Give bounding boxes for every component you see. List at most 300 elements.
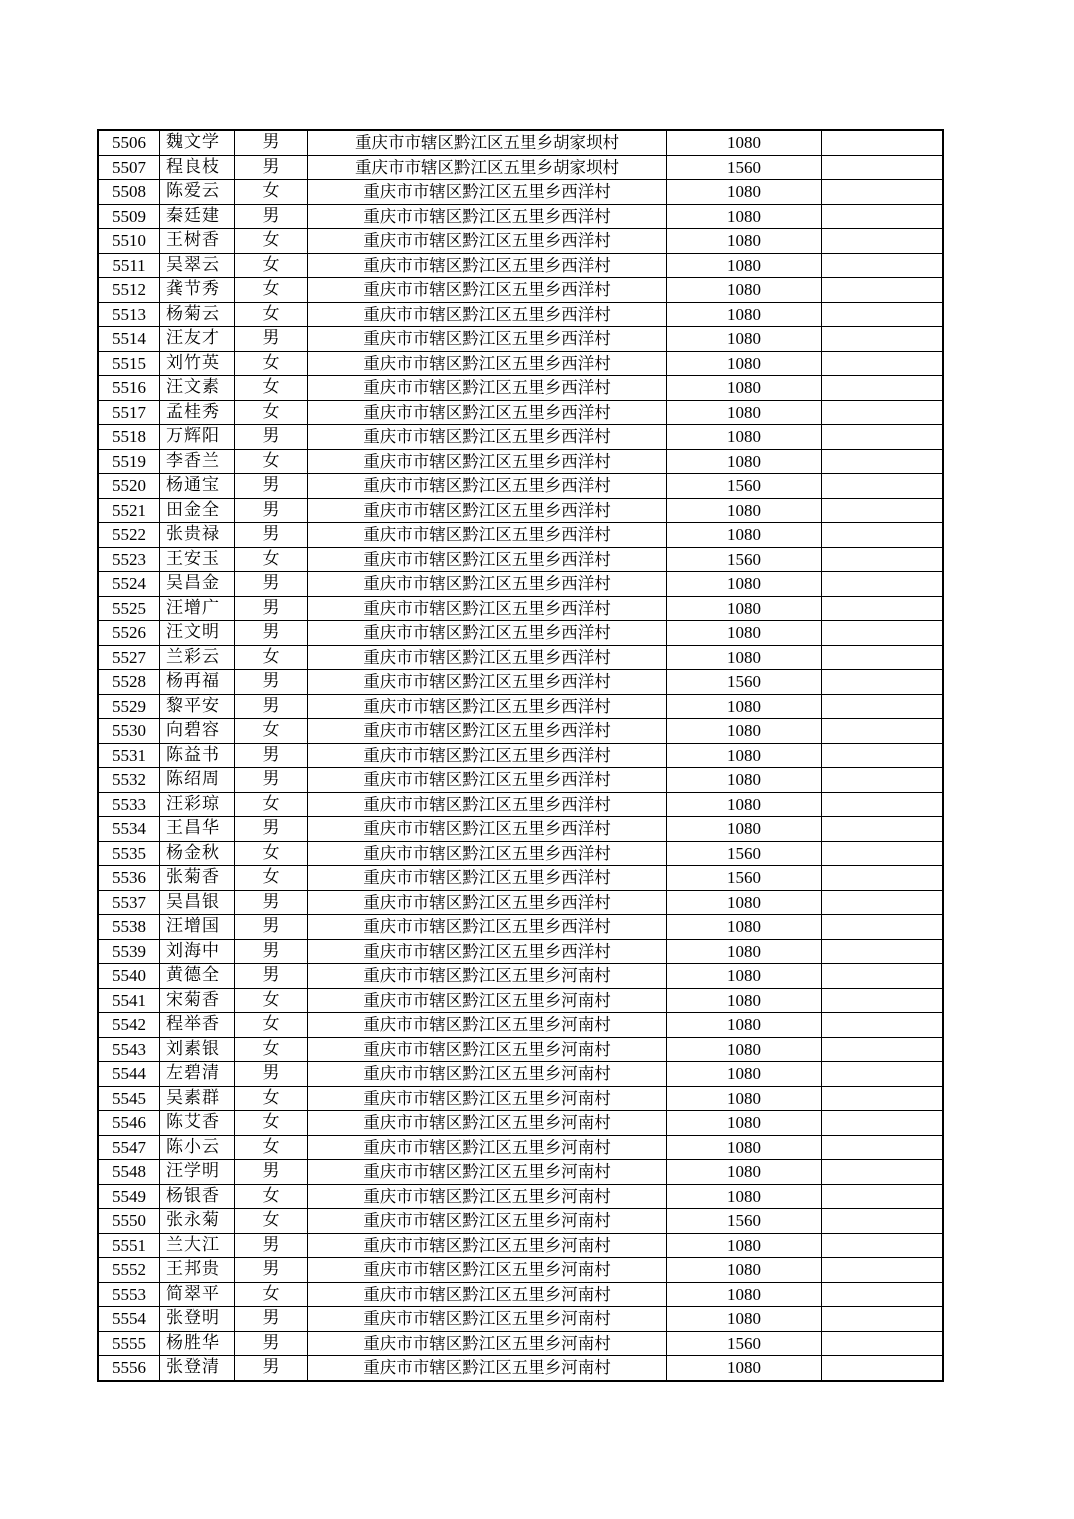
name-cell: 陈益书 — [160, 743, 235, 768]
amount-cell: 1080 — [667, 253, 822, 278]
table-row — [98, 523, 943, 548]
row-number-cell: 5538 — [98, 915, 160, 940]
table-row — [98, 1135, 943, 1160]
table-row — [98, 180, 943, 205]
row-number-cell: 5521 — [98, 498, 160, 523]
gender-cell: 男 — [235, 694, 308, 719]
address-cell: 重庆市市辖区黔江区五里乡西洋村 — [308, 817, 667, 842]
name-cell: 秦廷建 — [160, 204, 235, 229]
row-number-cell: 5552 — [98, 1258, 160, 1283]
amount-cell: 1080 — [667, 719, 822, 744]
gender-cell: 男 — [235, 498, 308, 523]
note-cell — [822, 572, 944, 597]
address-cell: 重庆市市辖区黔江区五里乡西洋村 — [308, 351, 667, 376]
row-number-cell: 5535 — [98, 841, 160, 866]
gender-cell: 女 — [235, 1013, 308, 1038]
amount-cell: 1080 — [667, 351, 822, 376]
name-cell: 张登清 — [160, 1356, 235, 1381]
note-cell — [822, 400, 944, 425]
gender-cell: 女 — [235, 180, 308, 205]
table-row — [98, 670, 943, 695]
name-cell: 陈小云 — [160, 1135, 235, 1160]
amount-cell: 1560 — [667, 547, 822, 572]
name-cell: 杨金秋 — [160, 841, 235, 866]
amount-cell: 1080 — [667, 449, 822, 474]
row-number-cell: 5548 — [98, 1160, 160, 1185]
gender-cell: 男 — [235, 155, 308, 180]
gender-cell: 男 — [235, 890, 308, 915]
address-cell: 重庆市市辖区黔江区五里乡西洋村 — [308, 719, 667, 744]
table-row — [98, 400, 943, 425]
row-number-cell: 5516 — [98, 376, 160, 401]
table-row — [98, 694, 943, 719]
name-cell: 左碧清 — [160, 1062, 235, 1087]
amount-cell: 1560 — [667, 1209, 822, 1234]
amount-cell: 1560 — [667, 866, 822, 891]
gender-cell: 女 — [235, 253, 308, 278]
table-row — [98, 1282, 943, 1307]
table-row — [98, 155, 943, 180]
gender-cell: 女 — [235, 278, 308, 303]
name-cell: 陈爱云 — [160, 180, 235, 205]
name-cell: 刘竹英 — [160, 351, 235, 376]
row-number-cell: 5525 — [98, 596, 160, 621]
row-number-cell: 5550 — [98, 1209, 160, 1234]
amount-cell: 1080 — [667, 1258, 822, 1283]
address-cell: 重庆市市辖区黔江区五里乡西洋村 — [308, 302, 667, 327]
address-cell: 重庆市市辖区黔江区五里乡河南村 — [308, 1160, 667, 1185]
address-cell: 重庆市市辖区黔江区五里乡河南村 — [308, 1062, 667, 1087]
address-cell: 重庆市市辖区黔江区五里乡河南村 — [308, 988, 667, 1013]
note-cell — [822, 302, 944, 327]
gender-cell: 男 — [235, 621, 308, 646]
amount-cell: 1080 — [667, 376, 822, 401]
gender-cell: 男 — [235, 964, 308, 989]
name-cell: 王邦贵 — [160, 1258, 235, 1283]
address-cell: 重庆市市辖区黔江区五里乡河南村 — [308, 1135, 667, 1160]
row-number-cell: 5544 — [98, 1062, 160, 1087]
gender-cell: 女 — [235, 1086, 308, 1111]
gender-cell: 男 — [235, 743, 308, 768]
amount-cell: 1080 — [667, 1233, 822, 1258]
note-cell — [822, 1111, 944, 1136]
row-number-cell: 5524 — [98, 572, 160, 597]
name-cell: 汪文明 — [160, 621, 235, 646]
row-number-cell: 5531 — [98, 743, 160, 768]
gender-cell: 男 — [235, 670, 308, 695]
row-number-cell: 5512 — [98, 278, 160, 303]
amount-cell: 1080 — [667, 180, 822, 205]
table-row — [98, 425, 943, 450]
note-cell — [822, 1258, 944, 1283]
table-row — [98, 988, 943, 1013]
amount-cell: 1080 — [667, 229, 822, 254]
table-row — [98, 572, 943, 597]
table-row — [98, 1356, 943, 1381]
name-cell: 吴昌银 — [160, 890, 235, 915]
gender-cell: 女 — [235, 547, 308, 572]
address-cell: 重庆市市辖区黔江区五里乡西洋村 — [308, 498, 667, 523]
gender-cell: 女 — [235, 1135, 308, 1160]
address-cell: 重庆市市辖区黔江区五里乡西洋村 — [308, 253, 667, 278]
table-row — [98, 1307, 943, 1332]
table-row — [98, 1111, 943, 1136]
name-cell: 黄德全 — [160, 964, 235, 989]
table-row — [98, 645, 943, 670]
table-row — [98, 547, 943, 572]
note-cell — [822, 645, 944, 670]
address-cell: 重庆市市辖区黔江区五里乡河南村 — [308, 1307, 667, 1332]
note-cell — [822, 130, 944, 155]
address-cell: 重庆市市辖区黔江区五里乡西洋村 — [308, 425, 667, 450]
amount-cell: 1560 — [667, 670, 822, 695]
note-cell — [822, 523, 944, 548]
row-number-cell: 5511 — [98, 253, 160, 278]
name-cell: 张永菊 — [160, 1209, 235, 1234]
note-cell — [822, 1062, 944, 1087]
gender-cell: 男 — [235, 572, 308, 597]
gender-cell: 女 — [235, 1282, 308, 1307]
name-cell: 刘素银 — [160, 1037, 235, 1062]
table-row — [98, 449, 943, 474]
table-row — [98, 351, 943, 376]
gender-cell: 女 — [235, 719, 308, 744]
row-number-cell: 5536 — [98, 866, 160, 891]
note-cell — [822, 1209, 944, 1234]
table-row — [98, 130, 943, 155]
note-cell — [822, 1307, 944, 1332]
table-row — [98, 890, 943, 915]
name-cell: 李香兰 — [160, 449, 235, 474]
row-number-cell: 5522 — [98, 523, 160, 548]
name-cell: 汪学明 — [160, 1160, 235, 1185]
note-cell — [822, 866, 944, 891]
amount-cell: 1080 — [667, 400, 822, 425]
name-cell: 汪增广 — [160, 596, 235, 621]
note-cell — [822, 988, 944, 1013]
address-cell: 重庆市市辖区黔江区五里乡胡家坝村 — [308, 130, 667, 155]
amount-cell: 1080 — [667, 1135, 822, 1160]
row-number-cell: 5553 — [98, 1282, 160, 1307]
table-row — [98, 866, 943, 891]
address-cell: 重庆市市辖区黔江区五里乡西洋村 — [308, 523, 667, 548]
note-cell — [822, 743, 944, 768]
amount-cell: 1560 — [667, 1331, 822, 1356]
note-cell — [822, 327, 944, 352]
row-number-cell: 5546 — [98, 1111, 160, 1136]
name-cell: 张登明 — [160, 1307, 235, 1332]
gender-cell: 男 — [235, 425, 308, 450]
name-cell: 程举香 — [160, 1013, 235, 1038]
address-cell: 重庆市市辖区黔江区五里乡西洋村 — [308, 694, 667, 719]
row-number-cell: 5526 — [98, 621, 160, 646]
gender-cell: 男 — [235, 768, 308, 793]
amount-cell: 1560 — [667, 841, 822, 866]
address-cell: 重庆市市辖区黔江区五里乡西洋村 — [308, 670, 667, 695]
table-row — [98, 719, 943, 744]
amount-cell: 1080 — [667, 572, 822, 597]
table-row — [98, 596, 943, 621]
row-number-cell: 5529 — [98, 694, 160, 719]
address-cell: 重庆市市辖区黔江区五里乡西洋村 — [308, 229, 667, 254]
note-cell — [822, 351, 944, 376]
note-cell — [822, 596, 944, 621]
address-cell: 重庆市市辖区黔江区五里乡西洋村 — [308, 645, 667, 670]
note-cell — [822, 1160, 944, 1185]
table-row — [98, 1013, 943, 1038]
address-cell: 重庆市市辖区黔江区五里乡河南村 — [308, 1086, 667, 1111]
amount-cell: 1080 — [667, 1356, 822, 1381]
gender-cell: 女 — [235, 1184, 308, 1209]
row-number-cell: 5530 — [98, 719, 160, 744]
row-number-cell: 5554 — [98, 1307, 160, 1332]
row-number-cell: 5515 — [98, 351, 160, 376]
note-cell — [822, 1013, 944, 1038]
note-cell — [822, 474, 944, 499]
note-cell — [822, 964, 944, 989]
table-row — [98, 1086, 943, 1111]
note-cell — [822, 253, 944, 278]
note-cell — [822, 1037, 944, 1062]
address-cell: 重庆市市辖区黔江区五里乡河南村 — [308, 1013, 667, 1038]
address-cell: 重庆市市辖区黔江区五里乡西洋村 — [308, 449, 667, 474]
note-cell — [822, 1086, 944, 1111]
gender-cell: 女 — [235, 376, 308, 401]
note-cell — [822, 939, 944, 964]
amount-cell: 1080 — [667, 915, 822, 940]
address-cell: 重庆市市辖区黔江区五里乡西洋村 — [308, 939, 667, 964]
name-cell: 兰彩云 — [160, 645, 235, 670]
row-number-cell: 5517 — [98, 400, 160, 425]
address-cell: 重庆市市辖区黔江区五里乡河南村 — [308, 1037, 667, 1062]
name-cell: 孟桂秀 — [160, 400, 235, 425]
gender-cell: 女 — [235, 229, 308, 254]
address-cell: 重庆市市辖区黔江区五里乡西洋村 — [308, 278, 667, 303]
table-row — [98, 327, 943, 352]
amount-cell: 1080 — [667, 817, 822, 842]
amount-cell: 1080 — [667, 1062, 822, 1087]
gender-cell: 女 — [235, 449, 308, 474]
gender-cell: 男 — [235, 1258, 308, 1283]
row-number-cell: 5508 — [98, 180, 160, 205]
amount-cell: 1080 — [667, 645, 822, 670]
note-cell — [822, 1282, 944, 1307]
table-row — [98, 621, 943, 646]
row-number-cell: 5523 — [98, 547, 160, 572]
row-number-cell: 5547 — [98, 1135, 160, 1160]
name-cell: 陈绍周 — [160, 768, 235, 793]
amount-cell: 1080 — [667, 964, 822, 989]
amount-cell: 1080 — [667, 1086, 822, 1111]
table-row — [98, 278, 943, 303]
amount-cell: 1080 — [667, 425, 822, 450]
note-cell — [822, 792, 944, 817]
row-number-cell: 5507 — [98, 155, 160, 180]
row-number-cell: 5514 — [98, 327, 160, 352]
row-number-cell: 5510 — [98, 229, 160, 254]
row-number-cell: 5545 — [98, 1086, 160, 1111]
note-cell — [822, 229, 944, 254]
row-number-cell: 5556 — [98, 1356, 160, 1381]
row-number-cell: 5532 — [98, 768, 160, 793]
table-row — [98, 474, 943, 499]
name-cell: 刘海中 — [160, 939, 235, 964]
address-cell: 重庆市市辖区黔江区五里乡西洋村 — [308, 866, 667, 891]
name-cell: 杨胜华 — [160, 1331, 235, 1356]
table-row — [98, 1160, 943, 1185]
name-cell: 杨再福 — [160, 670, 235, 695]
note-cell — [822, 498, 944, 523]
address-cell: 重庆市市辖区黔江区五里乡西洋村 — [308, 792, 667, 817]
gender-cell: 男 — [235, 915, 308, 940]
address-cell: 重庆市市辖区黔江区五里乡河南村 — [308, 964, 667, 989]
address-cell: 重庆市市辖区黔江区五里乡河南村 — [308, 1282, 667, 1307]
amount-cell: 1080 — [667, 1111, 822, 1136]
note-cell — [822, 449, 944, 474]
note-cell — [822, 376, 944, 401]
address-cell: 重庆市市辖区黔江区五里乡西洋村 — [308, 915, 667, 940]
amount-cell: 1080 — [667, 1307, 822, 1332]
amount-cell: 1080 — [667, 792, 822, 817]
gender-cell: 女 — [235, 351, 308, 376]
amount-cell: 1080 — [667, 278, 822, 303]
note-cell — [822, 155, 944, 180]
note-cell — [822, 425, 944, 450]
row-number-cell: 5534 — [98, 817, 160, 842]
note-cell — [822, 1331, 944, 1356]
address-cell: 重庆市市辖区黔江区五里乡西洋村 — [308, 890, 667, 915]
row-number-cell: 5551 — [98, 1233, 160, 1258]
note-cell — [822, 1356, 944, 1381]
address-cell: 重庆市市辖区黔江区五里乡西洋村 — [308, 327, 667, 352]
name-cell: 杨通宝 — [160, 474, 235, 499]
table-row — [98, 817, 943, 842]
name-cell: 汪文素 — [160, 376, 235, 401]
row-number-cell: 5519 — [98, 449, 160, 474]
note-cell — [822, 694, 944, 719]
note-cell — [822, 841, 944, 866]
name-cell: 吴翠云 — [160, 253, 235, 278]
name-cell: 汪友才 — [160, 327, 235, 352]
gender-cell: 女 — [235, 400, 308, 425]
table-row — [98, 768, 943, 793]
row-number-cell: 5518 — [98, 425, 160, 450]
address-cell: 重庆市市辖区黔江区五里乡西洋村 — [308, 596, 667, 621]
gender-cell: 男 — [235, 1331, 308, 1356]
note-cell — [822, 915, 944, 940]
note-cell — [822, 1233, 944, 1258]
amount-cell: 1080 — [667, 890, 822, 915]
address-cell: 重庆市市辖区黔江区五里乡西洋村 — [308, 621, 667, 646]
note-cell — [822, 817, 944, 842]
row-number-cell: 5513 — [98, 302, 160, 327]
row-number-cell: 5539 — [98, 939, 160, 964]
note-cell — [822, 547, 944, 572]
gender-cell: 女 — [235, 792, 308, 817]
name-cell: 汪增国 — [160, 915, 235, 940]
gender-cell: 女 — [235, 1209, 308, 1234]
address-cell: 重庆市市辖区黔江区五里乡河南村 — [308, 1258, 667, 1283]
table-row — [98, 1037, 943, 1062]
amount-cell: 1080 — [667, 743, 822, 768]
name-cell: 万辉阳 — [160, 425, 235, 450]
note-cell — [822, 204, 944, 229]
address-cell: 重庆市市辖区黔江区五里乡河南村 — [308, 1356, 667, 1381]
gender-cell: 男 — [235, 523, 308, 548]
amount-cell: 1080 — [667, 1160, 822, 1185]
gender-cell: 男 — [235, 1233, 308, 1258]
row-number-cell: 5509 — [98, 204, 160, 229]
amount-cell: 1080 — [667, 204, 822, 229]
amount-cell: 1080 — [667, 1037, 822, 1062]
amount-cell: 1080 — [667, 523, 822, 548]
address-cell: 重庆市市辖区黔江区五里乡河南村 — [308, 1233, 667, 1258]
name-cell: 向碧容 — [160, 719, 235, 744]
table-row — [98, 229, 943, 254]
gender-cell: 男 — [235, 130, 308, 155]
gender-cell: 男 — [235, 596, 308, 621]
row-number-cell: 5520 — [98, 474, 160, 499]
gender-cell: 女 — [235, 1037, 308, 1062]
gender-cell: 男 — [235, 939, 308, 964]
row-number-cell: 5540 — [98, 964, 160, 989]
name-cell: 田金全 — [160, 498, 235, 523]
amount-cell: 1080 — [667, 621, 822, 646]
amount-cell: 1560 — [667, 155, 822, 180]
name-cell: 吴素群 — [160, 1086, 235, 1111]
note-cell — [822, 621, 944, 646]
address-cell: 重庆市市辖区黔江区五里乡西洋村 — [308, 376, 667, 401]
address-cell: 重庆市市辖区黔江区五里乡河南村 — [308, 1209, 667, 1234]
name-cell: 汪彩琼 — [160, 792, 235, 817]
amount-cell: 1080 — [667, 1282, 822, 1307]
name-cell: 张贵禄 — [160, 523, 235, 548]
table-row — [98, 1209, 943, 1234]
name-cell: 张菊香 — [160, 866, 235, 891]
row-number-cell: 5537 — [98, 890, 160, 915]
name-cell: 简翠平 — [160, 1282, 235, 1307]
row-number-cell: 5528 — [98, 670, 160, 695]
note-cell — [822, 670, 944, 695]
amount-cell: 1080 — [667, 327, 822, 352]
address-cell: 重庆市市辖区黔江区五里乡西洋村 — [308, 841, 667, 866]
address-cell: 重庆市市辖区黔江区五里乡胡家坝村 — [308, 155, 667, 180]
name-cell: 龚节秀 — [160, 278, 235, 303]
gender-cell: 男 — [235, 204, 308, 229]
gender-cell: 男 — [235, 327, 308, 352]
gender-cell: 女 — [235, 988, 308, 1013]
table-row — [98, 743, 943, 768]
table-row — [98, 1233, 943, 1258]
name-cell: 王昌华 — [160, 817, 235, 842]
address-cell: 重庆市市辖区黔江区五里乡西洋村 — [308, 743, 667, 768]
note-cell — [822, 719, 944, 744]
gender-cell: 男 — [235, 1062, 308, 1087]
note-cell — [822, 890, 944, 915]
amount-cell: 1080 — [667, 302, 822, 327]
amount-cell: 1560 — [667, 474, 822, 499]
row-number-cell: 5549 — [98, 1184, 160, 1209]
name-cell: 宋菊香 — [160, 988, 235, 1013]
amount-cell: 1080 — [667, 498, 822, 523]
row-number-cell: 5543 — [98, 1037, 160, 1062]
table-row — [98, 204, 943, 229]
name-cell: 程良枝 — [160, 155, 235, 180]
gender-cell: 男 — [235, 817, 308, 842]
note-cell — [822, 278, 944, 303]
amount-cell: 1080 — [667, 694, 822, 719]
row-number-cell: 5541 — [98, 988, 160, 1013]
